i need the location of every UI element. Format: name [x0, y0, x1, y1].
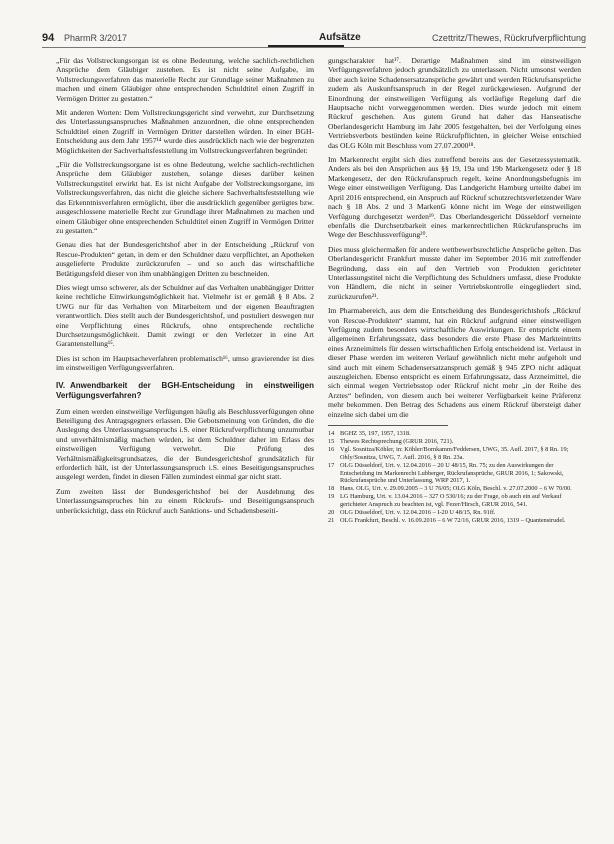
footnote-rule	[328, 425, 448, 426]
right-column	[328, 56, 581, 525]
footnote: 21 OLG Frankfurt, Beschl. v. 16.09.2016 – 6 W 72/16, GRUR 2016, 1319 – Quantenstrudel.	[328, 517, 566, 524]
footnote: 18 Hans. OLG, Urt. v. 29.09.2005 – 3 U 76/05; OLG Köln, Beschl. v. 27.07.2000 – 6 W 70/00.	[328, 485, 572, 493]
section-title: Aufsätze	[319, 32, 361, 43]
paragraph: Dies ist schon im Hauptsacheverfahren problematisch¹⁶, umso gravierender ist dies im einstweiligen Verfügungsverfahren.	[56, 353, 314, 373]
footnote: 20 OLG Düsseldorf, Urt. v. 12.04.2016 – I-20 U 48/15, Rn. 91ff.	[328, 509, 496, 517]
paragraph: Mit anderen Worten: Dem Vollstreckungsgericht sind verwehrt, zur Durchsetzung des Unterlassungsanspruches Maßnahmen anzuordnen, die ohne entsprechenden Schuldtitel einen Zugriff in Vermögen Dritter darstellen würden. In einer BGH-Entscheidung aus dem Jahr 1957¹⁴ wurde dies ausdrücklich nach wie der begrenzten Möglichkeiten der Sachverhaltsfeststellung im Vollstreckungsverfahren begründet:	[56, 108, 314, 155]
heading-number: IV.	[56, 380, 66, 390]
footnote: 19 LG Hamburg, Urt. v. 13.04.2016 – 327 O 530/16; zu der Frage, ob auch ein auf Verkauf gerichteter Anspruch zu beachten ist, vgl. Fezer/Hirsch, GRUR 2016, 541.	[328, 493, 562, 509]
section-heading	[56, 381, 314, 401]
paragraph: „Für das Vollstreckungsorgan ist es ohne Bedeutung, welche sachlich-rechtlichen Ansprüche dem Gläubiger zustehen. Es ist nicht seine Aufgabe, im Vollstreckungsverfahren das materielle Recht zur Grundlage seiner Maßnahmen zu machen und einem Gläubiger ohne entsprechenden Schuldtitel einen Zugriff in Vermögen Dritter zu gestatten.“	[56, 56, 314, 103]
footnotes	[328, 430, 581, 525]
section-underline	[268, 45, 344, 47]
left-column	[56, 56, 314, 520]
heading-text: Anwendbarkeit der BGH-Entscheidung in einstweiligen Verfügungsverfahren?	[56, 380, 314, 400]
page-number: 94	[42, 32, 55, 44]
paragraph: Zum einen werden einstweilige Verfügungen häufig als Beschlussverfügungen ohne Beteiligung des Antragsgegners erlassen. Die Gebotsmeinung von Gründen, die die Auslegung des Unterlassungsanspruchs i.S. einer Rückrufverpflichtung unzumutbar und unverhältnismäßig machen würden, ist dem Schuldner daher im Erlass des einstweiligen Verfügung verwehrt. Die Prüfung des Verhältnismäßigkeitsgrundsatzes, die der Bundesgerichtshof grundsätzlich für erforderlich hält, ist der Unterlassungsanspruch i.S. eines Beseitigungsanspruches ausgelegt werden, findet in diesen Fällen zumindest einmal gar nicht statt.	[56, 406, 314, 482]
paragraph: Genau dies hat der Bundesgerichtshof aber in der Entscheidung „Rückruf von Rescue-Produkten“ getan, in dem er den Schuldner dazu verpflichtet, an Apotheken ausgelieferte Produkte zurückzurufen – und so auch das wirtschaftliche Betätigungsfeld dieser von ihm unabhängigen Dritten zu beschneiden.	[56, 240, 314, 278]
paragraph: gungscharakter hat¹⁷. Derartige Maßnahmen sind im einstweiligen Verfügungsverfahren jedoch grundsätzlich zu unterlassen. Nicht umsonst werden über auch keine Schadensersatzansprüche gewährt und werden Rückrufsansprüche zudem als Auskunftsanspruch in der Regel zurückgewiesen. Aufgrund der Einordnung der einstweiligen Verfügung als vorläufige Regelung darf die Hauptsache nicht vorweggenommen werden. Dies wurde jedoch mit einem Rückruf geschehen. Aus gutem Grund hat daher das Hanseatische Oberlandesgericht Hamburg im Jahr 2005 festgehalten, bei der Verfolgung eines Vertriebsverbots bestünden keine Rückrufpflichten, in gleicher Weise entschied das OLG Köln mit Beschluss vom 27.07.2000¹⁸.	[328, 56, 581, 150]
paragraph: Dies muss gleichermaßen für andere wettbewerbsrechtliche Ansprüche gelten. Das Oberlandesgericht Frankfurt musste daher im September 2016 mit zutreffender Begründung, dass ein auf den Vertrieb von Produkten gerichteter Unterlassungstitel nicht die Verpflichtung des Schuldners umfasst, diese Produkte von Händlern, die nicht in seiner Vertriebskontrolle eingegliedert sind, zurückzurufen²¹.	[328, 244, 581, 301]
header-rule	[42, 47, 586, 48]
paragraph: Im Pharmabereich, aus dem die Entscheidung des Bundesgerichtshofs „Rückruf von Rescue-Produkten“ stammt, hat ein Rückruf aufgrund einer einstweiligen Verfügung zudem besonders wirtschaftliche Auswirkungen. Er entspricht einem allgemeinen Erfahrungssatz, dass besonders die erste Phase des Markteintritts eines Arzneimittels für dessen wirtschaftlichen Erfolg entscheidend ist. Verlaust in dieser Phase werden im weiteren Verlauf gewöhnlich nicht mehr aufgeholt und sind auch mit einem Schadensersatzanspruch gemäß § 945 ZPO nicht adäquat auszugleichen. Ebenso entspricht es einem Erfahrungssatz, dass Arzneimittel, die sich einmal wegen Vertriebsstop oder Rückruf nicht mehr „in der Reihe des Arztes“ befinden, von diesem auch bei weiterer Verfügbarkeit keine Präferenz mehr bekommen. Den Betrag des Schadens aus einem Rückruf übersteigt daher einzelne sich dabei um die	[328, 306, 581, 419]
paragraph: Dies wiegt umso schwerer, als der Schuldner auf das Verhalten unabhängiger Dritter keine rechtliche Einwirkungsmöglichkeit hat. Vielmehr ist er gemäß § 8 Abs. 2 UWG nur für das Verhalten von Mitarbeitern und der eigenen Beauftragten verantwortlich. Dies stellt auch der Bundesgerichtshof, und postuliert deswegen nur eine Verpflichtung eines Rückrufs, ohne entsprechende rechtliche Durchsetzungsmöglichkeit. Damit zwingt er den Verletzer in eine Art Garantenstellung¹⁵.	[56, 282, 314, 349]
paragraph: „Für die Vollstreckungsorgane ist es ohne Bedeutung, welche sachlich-rechtlichen Ansprüche dem Gläubiger zustehen, solange dieses darüber keinen Vollstreckungstitel erwirkt hat. Es ist nicht Aufgabe der Vollstreckungsorgane, im Vollstreckungsverfahren, das nicht die gleiche sichere Sachverhaltsfeststellung wie das Erkenntnisverfahren ermöglicht, über die ausdrücklich gegenüber gerügtes bzw. ausgeschlossene materielle Recht zur Grundlage ihrer Maßnahmen zu machen und einem Gläubiger ohne entsprechenden Schuldtitel einen Zugriff in Vermögen Dritter zu gestatten.“	[56, 160, 314, 235]
page-header	[42, 32, 586, 46]
running-title: Czettritz/Thewes, Rückrufverpflichtung	[431, 33, 586, 43]
footnote: 17 OLG Düsseldorf, Urt. v. 12.04.2016 – 20 U 48/15, Rn. 75; zu den Auswirkungen der Entscheidung im Markenrecht Lubberger, Rückrufansprüche, GRUR 2016, 1; Sakowski, Rückrufansprüche und Unterlassung, WRP 2017, 1.	[328, 461, 564, 485]
paragraph: Zum zweiten lässt der Bundesgerichtshof bei der Ausdehnung des Unterlassungsanspruches hin zu einem Rückrufs- und Beseitigungsanspruch unberücksichtigt, dass ein Rückruf auch Sanktions- und Schadensbeseiti-	[56, 486, 314, 515]
journal-name: PharmR 3/2017	[64, 33, 128, 43]
footnote: 15 Thewes Rechtsprechung (GRUR 2016, 721).	[328, 437, 454, 445]
footnote: 16 Vgl. Sosnitza/Köhler, in: Köhler/Bornkamm/Feddersen, UWG, 35. Aufl. 2017, § 8 Rn. 19; Ohly/Sosnitza, UWG, 7. Aufl. 2016, § 8 Rn. 23a.	[328, 445, 569, 461]
paragraph: Im Markenrecht ergibt sich dies zutreffend bereits aus der Gesetzessystematik. Anders als bei den Ansprüchen aus §§ 19, 19a und 19b Markengesetz oder § 18 Markengesetz, der den Rückrufanspruch regelt, keine Anordnungsbefugnis im Wege einer einstweiligen Verfügung. Das Landgericht Hamburg urteilte dabei im April 2016 entsprechend, ein Anspruch auf Rückruf schutzrechtsverletzender Ware nach § 18 Abs. 2 und 3 MarkenG könne nicht im Wege der einstweiligen Verfügung durchgesetzt werden¹⁹. Das Oberlandesgericht Düsseldorf verneinte ebenfalls die Durchsetzbarkeit eines markenrechtlichen Rückrufanspruchs im Wege der Beschlussverfügung²⁰.	[328, 155, 581, 240]
footnote: 14 BGHZ 35, 197, 1957, 1318.	[328, 430, 411, 438]
